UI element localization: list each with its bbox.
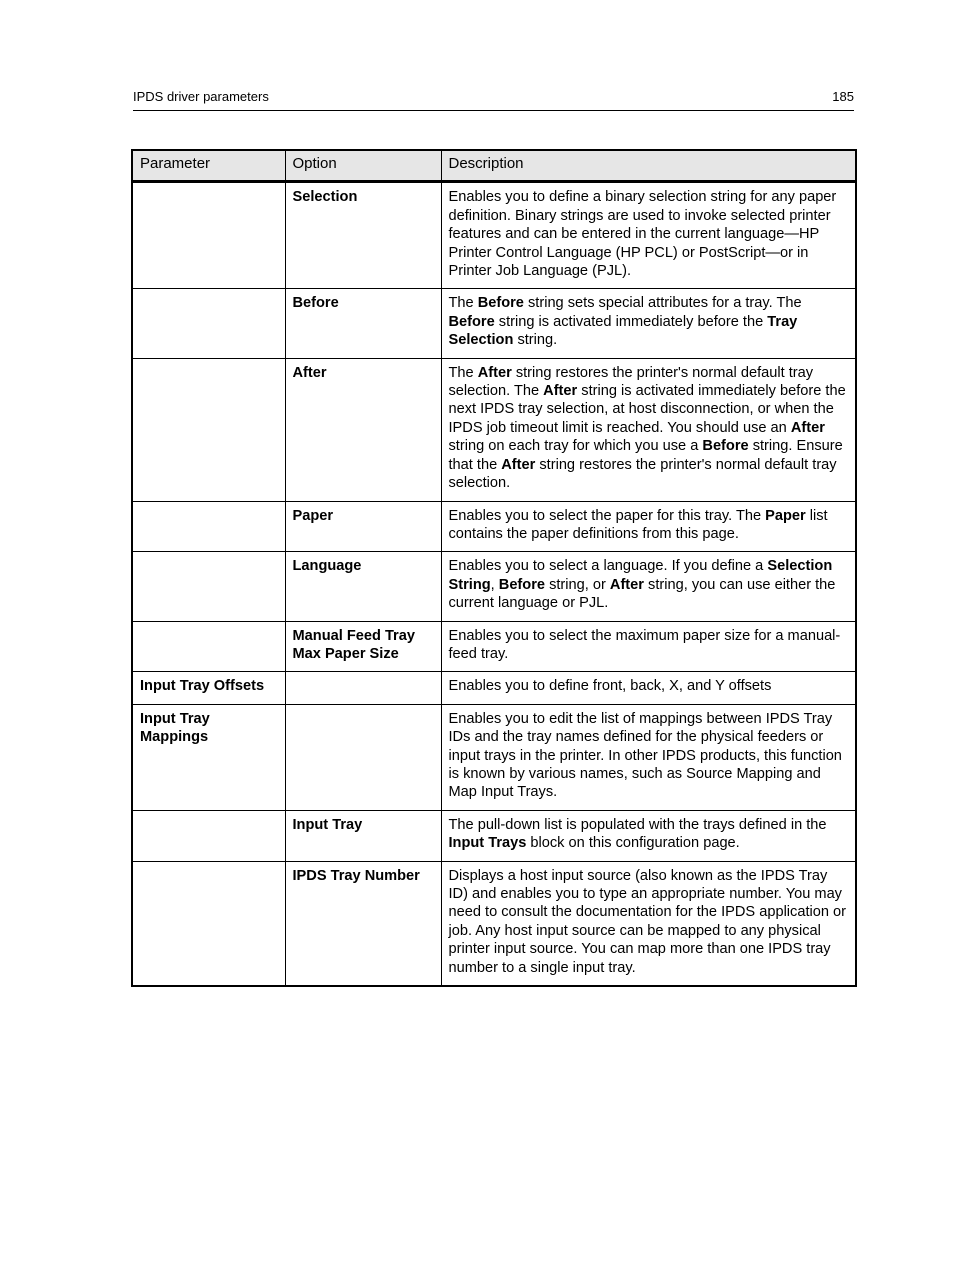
description-cell [441,358,856,501]
description-emphasis: Selection String [448,558,833,593]
description-text: string sets special attributes for a tray. The [523,295,802,312]
description-text: string restores the printer's normal default tray selection. [448,456,837,492]
description-text: string, you can use either the current language or PJL. [448,576,836,612]
description-cell [441,552,856,621]
description-emphasis: Paper [765,507,806,524]
description-text: string. [513,332,558,349]
parameter-cell [132,621,285,672]
description-text: Enables you to select a language. If you define a [448,558,768,575]
description-text: Enables you to define a binary selection string for any paper definition. Binary strings are used to invoke selected printer features and can be entered in the current language—HP Printer Control Language (HP PCL) or PostScript—or in Printer Job Language (PJL). [448,189,837,280]
description-cell [441,621,856,672]
description-emphasis: After [477,364,512,381]
parameter-cell: Input Tray Offsets [132,672,285,704]
header-row [132,150,856,182]
table-row [132,810,856,861]
description-text: list contains the paper definitions from this page. [448,507,828,542]
description-text: string on each tray for which you use a [448,438,703,455]
parameter-table [131,149,857,987]
description-emphasis: Before [498,576,546,593]
description-cell [441,861,856,986]
table-row [132,672,856,704]
option-cell: Input Tray [285,810,441,861]
table-row [132,182,856,289]
table-header [132,150,856,182]
description-text: Enables you to select the maximum paper size for a manual-feed tray. [448,627,841,662]
description-text: block on this configuration page. [526,835,740,852]
description-text: The [448,364,478,381]
option-cell: Selection [285,182,441,289]
table-row [132,289,856,358]
option-cell [285,704,441,810]
description-text: string is activated immediately before the next IPDS tray selection, at host disconnection, or when the IPDS job timeout limit is reached. You should use an [448,383,846,436]
table-row [132,501,856,552]
parameter-cell: Input Tray Mappings [132,704,285,810]
table-row [132,358,856,501]
option-cell: Before [285,289,441,358]
description-emphasis: After [790,419,825,436]
description-text: The pull-down list is populated with the trays defined in the [448,816,827,833]
description-emphasis: Before [448,313,495,330]
parameter-cell [132,552,285,621]
table-row [132,704,856,810]
description-text: string. Ensure that the [448,438,843,473]
description-text: Enables you to edit the list of mappings between IPDS Tray IDs and the tray names defined for the physical feeders or input trays in the printer. In other IPDS products, this function is known by various names, such as Source Mapping and Map Input Trays. [448,710,842,801]
description-cell [441,672,856,704]
description-emphasis: Before [477,295,524,312]
description-text: Enables you to define front, back, X, and Y offsets [448,678,772,695]
description-text: Displays a host input source (also known as the IPDS Tray ID) and enables you to type an appropriate number. You may need to consult the documentation for the IPDS application or job. Any host input source can be mapped to any physical printer input source. You can map more than one IPDS tray number to a single input tray. [448,867,847,976]
description-cell [441,501,856,552]
parameter-cell [132,810,285,861]
description-cell [441,289,856,358]
description-cell [441,810,856,861]
option-cell [285,672,441,704]
description-text: string, or [545,576,610,593]
header-parameter: Parameter [132,150,285,182]
description-text: Enables you to select the paper for this tray. The [448,507,766,524]
option-cell: IPDS Tray Number [285,861,441,986]
description-emphasis: Before [702,438,749,455]
table-row [132,621,856,672]
description-emphasis: Input Trays [448,835,527,852]
description-text: , [490,576,499,593]
page-number: 185 [832,89,854,104]
option-cell: Paper [285,501,441,552]
option-cell: After [285,358,441,501]
header-option: Option [285,150,441,182]
option-cell: Language [285,552,441,621]
description-emphasis: After [543,383,578,400]
parameter-cell [132,861,285,986]
description-emphasis: Tray Selection [448,313,798,349]
description-text: string restores the printer's normal default tray selection. The [448,364,814,400]
header-description: Description [441,150,856,182]
parameter-cell [132,289,285,358]
description-emphasis: After [501,456,536,473]
description-text: The [448,295,478,312]
description-emphasis: After [609,576,644,593]
description-cell [441,182,856,289]
parameter-cell [132,501,285,552]
option-cell: Manual Feed Tray Max Paper Size [285,621,441,672]
description-text: string is activated immediately before the [494,313,768,330]
parameter-cell [132,182,285,289]
description-cell [441,704,856,810]
section-title: IPDS driver parameters [133,89,269,104]
parameter-cell [132,358,285,501]
table-row [132,861,856,986]
table-body [132,182,856,986]
table-row [132,552,856,621]
running-header [133,88,854,111]
